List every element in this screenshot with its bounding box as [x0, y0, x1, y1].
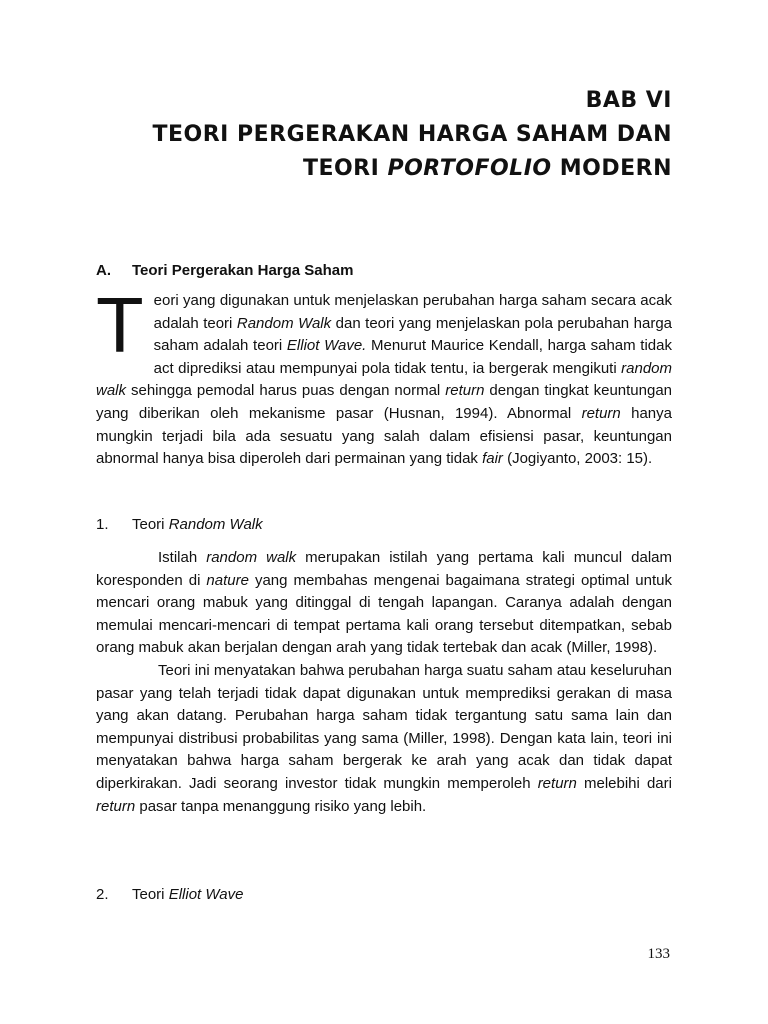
- page-number: 133: [647, 946, 670, 962]
- chapter-title-word: TEORI: [302, 156, 388, 181]
- text-run: yang membahas mengenai bagaimana strategi optimal untuk mencari orang mabuk yang ditinggal di tengah lapangan. Caranya adalah dengan memulai mencari-mencari di tempat pertama kali orang tersebut ditempatkan, sebab orang mabuk akan berjalan dengan arah yang tidak tertebak dan acak (Miller, 1998).: [96, 571, 672, 657]
- italic-term: return: [537, 774, 577, 792]
- drop-cap: T: [96, 281, 144, 369]
- text-run: Menurut Maurice Kendall, harga saham tidak act diprediksi atau mempunyai pola tidak tentu, ia bergerak mengikuti: [153, 337, 672, 377]
- text-run: sehingga pemodal harus puas dengan normal: [126, 382, 446, 400]
- italic-term: return: [96, 797, 136, 815]
- paragraph-random-walk-origin: [96, 547, 672, 660]
- italic-term: random walk: [96, 359, 672, 400]
- subsection-heading-2: [96, 886, 243, 903]
- subsection-number: 2.: [96, 886, 109, 903]
- text-run: merupakan istilah yang pertama kali muncul dalam koresponden di: [96, 549, 672, 589]
- section-number: A.: [96, 262, 111, 279]
- text-run: hanya mungkin terjadi bila ada sesuatu yang salah dalam efisiensi pasar, keuntungan abnormal hanya bisa diperoleh dari permainan yang tidak: [96, 404, 672, 468]
- random-walk-body: [96, 547, 672, 818]
- italic-term: random walk: [206, 549, 297, 566]
- text-run: pasar tanpa menanggung risiko yang lebih.: [135, 797, 427, 815]
- text-run: dan teori yang menjelaskan pola perubahan harga saham adalah teori: [153, 314, 673, 355]
- chapter-number: BAB VI: [585, 88, 672, 113]
- chapter-title-italic-word: PORTOFOLIO: [387, 156, 552, 181]
- subsection-number: 1.: [96, 516, 109, 533]
- text-run: melebihi dari: [576, 774, 672, 792]
- italic-term: return: [581, 404, 621, 422]
- subsection-title-italic: Random Walk: [168, 516, 263, 533]
- italic-term: nature: [206, 571, 249, 589]
- text-run: (Jogiyanto, 2003: 15).: [502, 450, 653, 468]
- chapter-title-line-1: TEORI PERGERAKAN HARGA SAHAM DAN: [152, 122, 672, 147]
- section-title: Teori Pergerakan Harga Saham: [132, 262, 354, 279]
- subsection-title-italic: Elliot Wave: [168, 886, 244, 903]
- text-run: eori yang digunakan untuk menjelaskan perubahan harga saham secara acak adalah teori: [153, 292, 672, 332]
- chapter-title-line-2: [153, 152, 673, 186]
- intro-paragraph: [96, 281, 673, 471]
- text-run: dengan tingkat keuntungan yang diberikan oleh mekanisme pasar (Husnan, 1994). Abnormal: [96, 382, 673, 422]
- section-heading-a: [96, 262, 353, 279]
- italic-term: Elliot Wave.: [286, 337, 367, 355]
- subsection-heading-1: [96, 516, 263, 533]
- italic-term: Random Walk: [236, 314, 332, 332]
- chapter-title-word: MODERN: [551, 156, 672, 181]
- text-run: Teori ini menyatakan bahwa perubahan harga suatu saham atau keseluruhan pasar yang telah terjadi tidak dapat digunakan untuk memprediksi gerakan di masa yang akan datang. Perubahan harga saham tidak tergantung satu sama lain dan mempunyai distribusi probabilitas yang sama (Miller, 1998). Dengan kata lain, teori ini menyatakan bahwa harga saham bergerak ke arah yang acak dan tidak dapat diperkirakan. Jadi seorang investor tidak mungkin memperoleh: [96, 661, 672, 792]
- subsection-title: Teori: [132, 886, 169, 903]
- text-run: Istilah: [158, 549, 207, 566]
- chapter-heading: [153, 84, 673, 186]
- subsection-title: Teori: [132, 516, 169, 533]
- italic-term: fair: [482, 450, 503, 468]
- italic-term: return: [445, 382, 485, 400]
- paragraph-random-walk-theory: [96, 660, 672, 818]
